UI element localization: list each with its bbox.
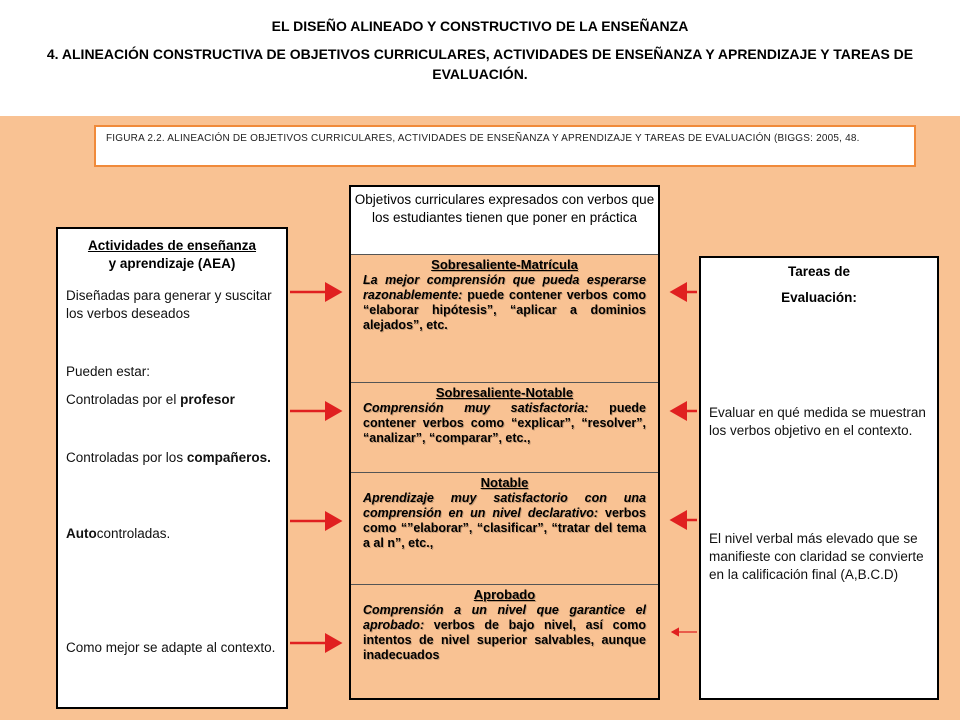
level-sobresaliente-notable xyxy=(351,383,658,473)
level-description xyxy=(363,401,646,446)
aea-self xyxy=(66,525,280,543)
level-description-text: puede contener verbos como “elaborar hipótesis”, “aplicar a dominios alejados”, etc. xyxy=(363,288,646,332)
level-description-italic: Aprendizaje muy satisfactorio con una comprensión en un nivel declarativo: xyxy=(363,491,646,520)
level-description-italic: Comprensión muy satisfactoria: xyxy=(363,401,589,415)
aea-purpose: Diseñadas para generar y suscitar los verbos deseados xyxy=(66,288,272,321)
aea-context: Como mejor se adapte al contexto. xyxy=(66,640,276,655)
slide-title: EL DISEÑO ALINEADO Y CONSTRUCTIVO DE LA ENSEÑANZA xyxy=(271,18,689,34)
level-description xyxy=(363,273,646,333)
figure-caption: FIGURA 2.2. ALINEACIÓN DE OBJETIVOS CURRICULARES, ACTIVIDADES DE ENSEÑANZA Y APRENDIZAJE Y TAREAS DE EVALUACIÓN (BIGGS: 2005, 48. xyxy=(94,125,916,167)
level-notable xyxy=(351,473,658,585)
aea-box xyxy=(56,227,288,709)
level-title: Notable xyxy=(480,475,529,490)
evaluation-title-line2: Evaluación: xyxy=(781,290,857,305)
level-title: Sobresaliente-Matrícula xyxy=(431,257,578,272)
level-description-text: puede contener verbos como “explicar”, “resolver”, “analizar”, “comparar”, etc., xyxy=(363,401,646,445)
aea-teacher-text: Controladas por el xyxy=(66,392,181,407)
evaluation-box xyxy=(699,256,939,700)
objectives-header: Objetivos curriculares expresados con verbos que los estudiantes tienen que poner en práctica xyxy=(351,187,658,255)
level-title: Aprobado xyxy=(473,587,536,602)
level-description-italic: La mejor comprensión que pueda esperarse razonablemente: xyxy=(363,273,646,302)
aea-peers-bold: compañeros. xyxy=(186,450,271,465)
level-aprobado xyxy=(351,585,658,698)
evaluation-title-line1: Tareas de xyxy=(787,264,851,279)
aea-intro: Pueden estar: xyxy=(66,364,151,379)
level-description-text: verbos de bajo nivel, así como intentos de nivel superior salvables, aunque inadecuados xyxy=(363,618,646,662)
aea-teacher-bold: profesor xyxy=(180,392,235,407)
aea-title-line1: Actividades de enseñanza xyxy=(87,238,257,253)
aea-teacher xyxy=(66,391,280,409)
aea-self-text: controladas. xyxy=(96,526,171,541)
aea-peers-text: Controladas por los xyxy=(66,450,187,465)
slide-header xyxy=(0,0,960,116)
aea-peers xyxy=(66,449,280,467)
slide-subtitle: 4. ALINEACIÓN CONSTRUCTIVA DE OBJETIVOS CURRICULARES, ACTIVIDADES DE ENSEÑANZA Y APRENDIZAJE Y TAREAS DE EVALUACIÓN. xyxy=(46,46,914,82)
level-title: Sobresaliente-Notable xyxy=(435,385,574,400)
level-sobresaliente-matricula xyxy=(351,255,658,383)
evaluation-grading: El nivel verbal más elevado que se manifieste con claridad se convierte en la calificación final (A,B.C.D) xyxy=(709,531,924,582)
evaluation-purpose: Evaluar en qué medida se muestran los verbos objetivo en el contexto. xyxy=(709,405,926,438)
level-description-italic: Comprensión a un nivel que garantice el aprobado: xyxy=(363,603,646,632)
objectives-box xyxy=(349,185,660,700)
level-description xyxy=(363,603,646,663)
aea-self-bold: Auto xyxy=(66,526,97,541)
aea-title-line2: y aprendizaje (AEA) xyxy=(108,256,236,271)
aea-title xyxy=(58,237,286,273)
level-description xyxy=(363,491,646,551)
level-description-text: verbos como “”elaborar”, “clasificar”, “tratar del tema a al n”, etc., xyxy=(363,506,646,550)
